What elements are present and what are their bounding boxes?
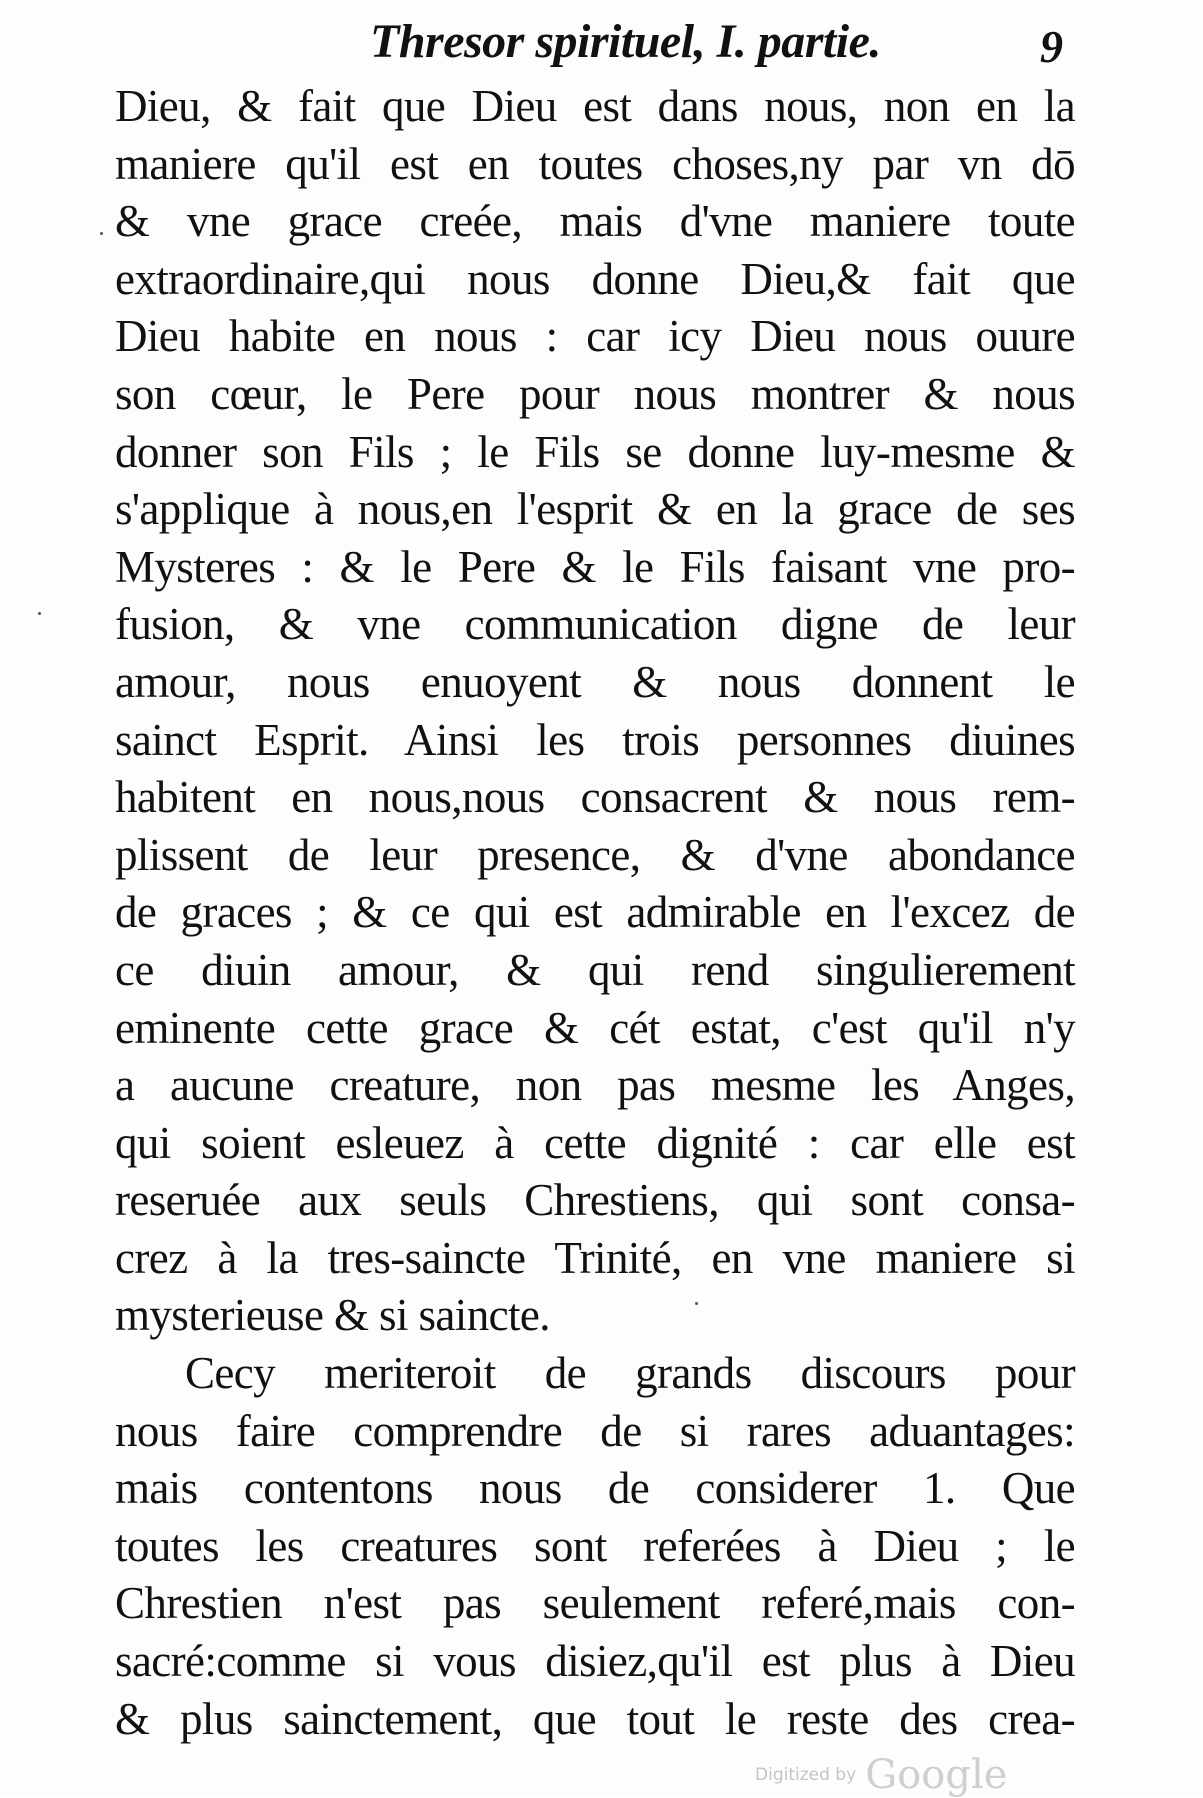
text-line: sacré:comme si vous disiez,qu'il est plus à Dieu [115, 1636, 1075, 1687]
text-line: nous faire comprendre de si rares aduantages: [115, 1405, 1075, 1456]
watermark-prefix: Digitized by [755, 1765, 857, 1785]
text-line: son cœur, le Pere pour nous montrer & nous [115, 368, 1075, 419]
text-line: de graces ; & ce qui est admirable en l'excez de [115, 887, 1075, 938]
text-line: extraordinaire,qui nous donne Dieu,& fait que [115, 253, 1075, 304]
text-line: toutes les creatures sont referées à Dieu ; le [115, 1520, 1075, 1571]
text-line: ce diuin amour, & qui rend singulierement [115, 944, 1075, 995]
text-line: Chrestien n'est pas seulement referé,mais con- [115, 1578, 1075, 1629]
text-line: maniere qu'il est en toutes choses,ny par vn dō [115, 138, 1075, 189]
text-line: & plus sainctement, que tout le reste des crea- [115, 1693, 1075, 1744]
text-line: Cecy meriteroit de grands discours pour [185, 1348, 1075, 1399]
text-line: amour, nous enuoyent & nous donnent le [115, 656, 1075, 707]
watermark-logo: Google [865, 1752, 1008, 1798]
text-line: fusion, & vne communication digne de leur [115, 599, 1075, 650]
text-line: qui soient esleuez à cette dignité : car elle est [115, 1117, 1075, 1168]
running-title: Thresor spirituel, I. partie. [370, 15, 881, 68]
print-speck [100, 232, 103, 235]
text-line: eminente cette grace & cét estat, c'est qu'il n'y [115, 1002, 1075, 1053]
text-line: habitent en nous,nous consacrent & nous rem- [115, 772, 1075, 823]
text-line: s'applique à nous,en l'esprit & en la grace de ses [115, 484, 1075, 535]
text-line: mais contentons nous de considerer 1. Que [115, 1463, 1075, 1514]
text-line: plissent de leur presence, & d'vne abondance [115, 829, 1075, 880]
text-line: mysterieuse & si saincte. [115, 1290, 550, 1341]
text-line: a aucune creature, non pas mesme les Anges, [115, 1060, 1075, 1111]
print-speck [695, 1302, 698, 1305]
text-line: reseruée aux seuls Chrestiens, qui sont consa- [115, 1175, 1075, 1226]
print-speck [38, 612, 41, 615]
text-line: donner son Fils ; le Fils se donne luy-mesme & [115, 426, 1075, 477]
text-line: Dieu habite en nous : car icy Dieu nous ouure [115, 311, 1075, 362]
text-line: & vne grace creée, mais d'vne maniere toute [115, 196, 1075, 247]
text-line: crez à la tres-saincte Trinité, en vne maniere si [115, 1232, 1075, 1283]
digitized-watermark [755, 1752, 1007, 1798]
text-line: Mysteres : & le Pere & le Fils faisant vne pro- [115, 541, 1075, 592]
body-text [115, 78, 1075, 1748]
text-line: Dieu, & fait que Dieu est dans nous, non en la [115, 81, 1075, 131]
page-number: 9 [1040, 21, 1063, 72]
text-line: sainct Esprit. Ainsi les trois personnes diuines [115, 714, 1075, 765]
